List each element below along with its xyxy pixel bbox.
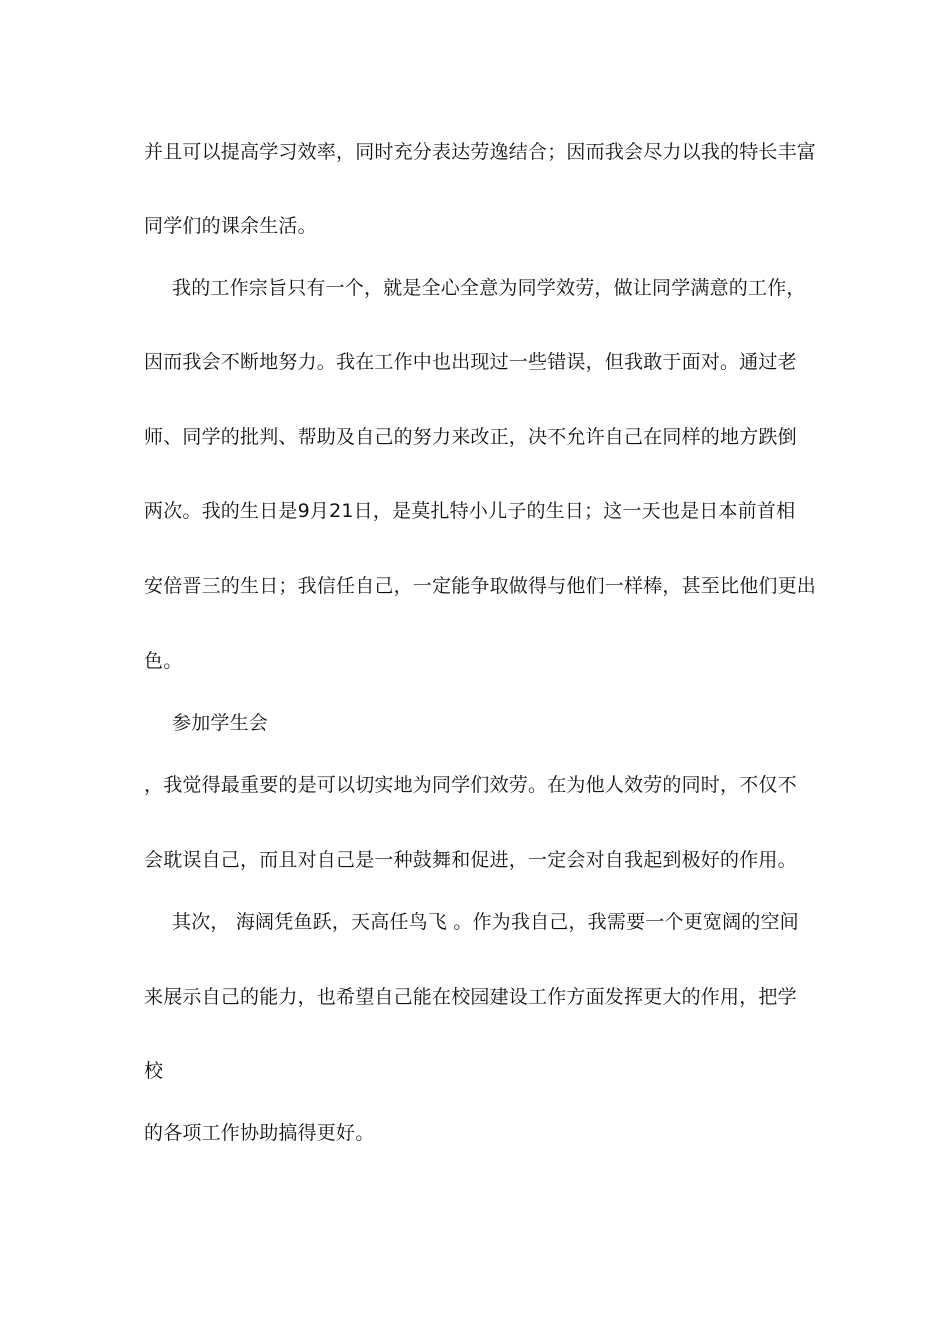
text-line: 校 (144, 1060, 164, 1082)
text-line: 安倍晋三的生日；我信任自己，一定能争取做得与他们一样棒，甚至比他们更出 (144, 575, 817, 597)
paragraph-start-line: 参加学生会 (172, 712, 269, 734)
text-line: 并且可以提高学习效率，同时充分表达劳逸结合；因而我会尽力以我的特长丰富 (144, 141, 817, 163)
text-line: 师、同学的批判、帮助及自己的努力来改正，决不允许自己在同样的地方跌倒 (144, 426, 797, 448)
text-line: 同学们的课余生活。 (144, 215, 317, 237)
text-line: ，我觉得最重要的是可以切实地为同学们效劳。在为他人效劳的同时，不仅不 (144, 774, 797, 796)
text-line: 的各项工作协助搞得更好。 (144, 1122, 375, 1144)
text-line: 色。 (144, 650, 183, 672)
text-line: 因而我会不断地努力。我在工作中也出现过一些错误，但我敢于面对。通过老 (144, 351, 797, 373)
text-line: 两次。我的生日是9月21日，是莫扎特小儿子的生日；这一天也是日本前首相 (144, 500, 796, 522)
text-line: 会耽误自己，而且对自己是一种鼓舞和促进，一定会对自我起到极好的作用。 (144, 849, 797, 871)
paragraph-start-line: 我的工作宗旨只有一个，就是全心全意为同学效劳，做让同学满意的工作， (172, 277, 806, 299)
text-line: 来展示自己的能力，也希望自己能在校园建设工作方面发挥更大的作用，把学 (144, 986, 797, 1008)
paragraph-start-line: 其次， 海阔凭鱼跃，天高任鸟飞 。作为我自己，我需要一个更宽阔的空间 (172, 911, 799, 933)
